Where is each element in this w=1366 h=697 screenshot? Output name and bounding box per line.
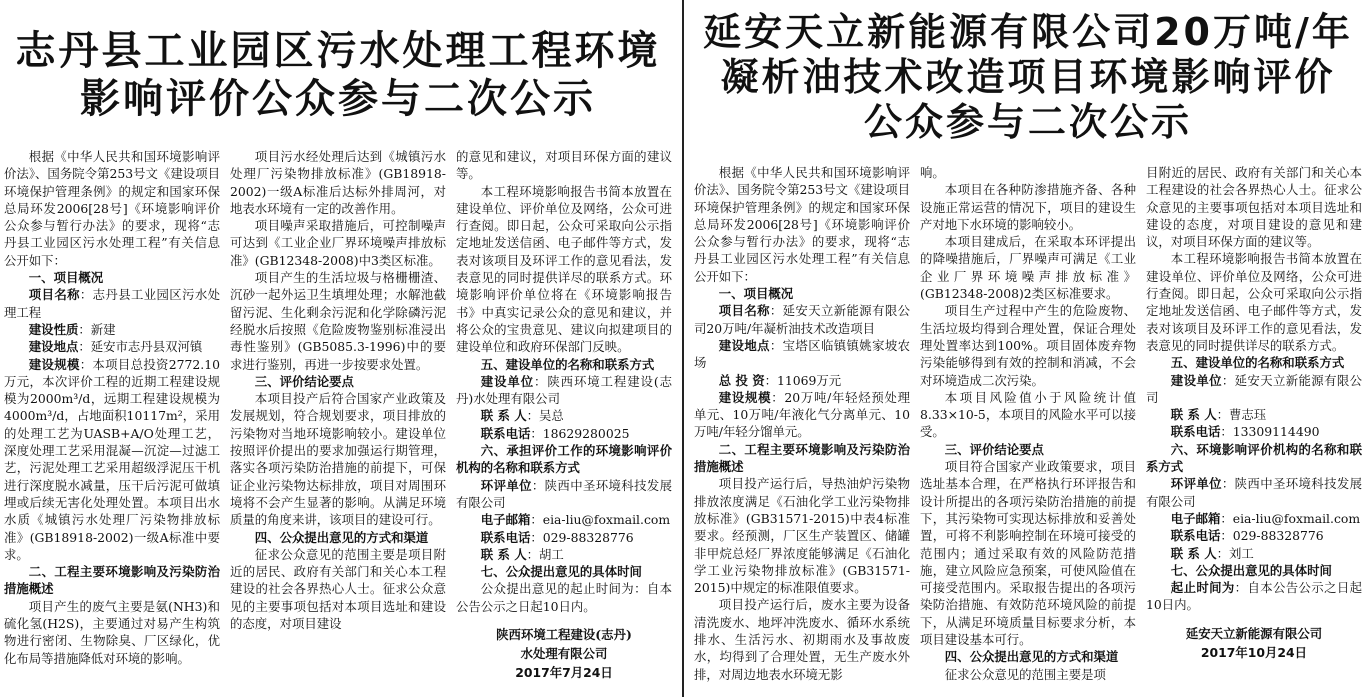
body-paragraph: 本项目在各种防渗措施齐备、各种设施正常运营的情况下，项目的建设生产对地下水环境的影响较小。 [920, 182, 1136, 232]
column-1 [4, 148, 220, 697]
signature-line: 陕西环境工程建设(志丹) [496, 627, 632, 643]
title-line: 延安天立新能源有限公司20万吨/年 [703, 10, 1353, 54]
field-unit: 建设单位：陕西环境工程建设(志丹)水处理有限公司 [456, 373, 672, 407]
field-scale: 建设规模：20万吨/年轻烃预处理单元、10万吨/年液化气分离单元、10万吨/年轻分馏单元。 [694, 389, 910, 440]
body-paragraph: 项目噪声采取措施后，可控制噪声可达到《工业企业厂界环境噪声排放标准》(GB12348-2008)中3类区标准。 [230, 218, 446, 268]
body-paragraph: 的意见和建议，对项目环保方面的建议等。 [456, 149, 672, 182]
body-paragraph: 项目投产运行后，导热油炉污染物排放浓度满足《石油化学工业污染物排放标准》(GB31571-2015)中表4标准要求。经预测，厂区生产装置区、储罐非甲烷总烃厂界浓度能够满足《石油化学工业污染物排放标准》(GB31571-2015)中规定的标准限值要求。 [694, 476, 910, 596]
section-heading: 六、承担评价工作的环境影响评价机构的名称和联系方式 [456, 443, 672, 476]
body-paragraph: 本项目建成后，在采取本环评提出的降噪措施后，厂界噪声可满足《工业企业厂界环境噪声排放标准》(GB12348-2008)2类区标准要求。 [920, 234, 1136, 302]
field-email: 电子邮箱：eia-liu@foxmail.com [1170, 510, 1361, 526]
section-heading: 五、建设单位的名称和联系方式 [480, 356, 655, 372]
column-2 [920, 164, 1136, 697]
field-site: 建设地点：宝塔区临镇镇姚家坡农场 [694, 337, 910, 371]
field-tel: 联系电话：029-88328776 [1170, 528, 1324, 544]
notice-columns [694, 164, 1362, 697]
notice-date: 2017年10月24日 [1200, 644, 1308, 660]
section-heading: 三、评价结论要点 [254, 373, 354, 389]
section-heading: 二、工程主要环境影响及污染防治措施概述 [694, 441, 910, 475]
section-heading: 七、公众提出意见的具体时间 [1170, 562, 1332, 578]
body-paragraph: 项目符合国家产业政策要求，项目选址基本合理，在严格执行环评报告和设计所提出的各项污染防治措施的前提下，其污染物可实现达标排放和妥善处置，可将不利影响控制在环境可接受的范围内；通过采取有效的风险防范措施，建立风险应急预案，可使风险值在可接受范围内。采取报告提出的各项污染防治措施、有效防范环境风险的前提下，从满足环境质量目标要求分析，本项目建设基本可行。 [920, 459, 1136, 648]
field-site: 建设地点：延安市志丹县双河镇 [28, 339, 203, 355]
column-1 [694, 164, 910, 697]
body-paragraph: 本项目风险值小于风险统计值8.33×10-5，本项目的风险水平可以接受。 [920, 389, 1136, 440]
field-email: 电子邮箱：eia-liu@foxmail.com [480, 512, 671, 528]
field-tel: 联系电话：029-88328776 [480, 529, 634, 545]
body-paragraph: 项目投产运行后，废水主要为设备清洗废水、地坪冲洗废水、循环水系统排水、生活污水、初期雨水及事故废水，均得到了合理处置，无生产废水外排，对周边地表水环境无影 [694, 597, 910, 682]
title-line: 影响评价公众参与二次公示 [80, 76, 596, 122]
field-contact: 联 系 人：曹志珏 [1170, 407, 1267, 423]
body-paragraph: 公众提出意见的起止时间为：自本公告公示之日起10日内。 [456, 581, 672, 614]
section-heading: 七、公众提出意见的具体时间 [480, 564, 642, 580]
column-3 [456, 148, 672, 697]
section-heading: 一、项目概况 [28, 270, 104, 286]
notice-title [0, 0, 676, 143]
section-heading: 二、工程主要环境影响及污染防治措施概述 [4, 564, 220, 597]
section-heading: 四、公众提出意见的方式和渠道 [944, 649, 1119, 665]
page-divider [676, 0, 690, 697]
column-2 [230, 148, 446, 697]
field-phone: 联系电话：18629280025 [480, 425, 630, 441]
field-contact-2: 联 系 人：刘工 [1170, 545, 1254, 561]
field-unit: 建设单位：延安天立新能源有限公司 [1146, 372, 1362, 405]
field-eval-unit: 环评单位：陕西中圣环境科技发展有限公司 [456, 477, 672, 510]
section-heading: 一、项目概况 [718, 286, 794, 302]
section-heading: 三、评价结论要点 [944, 441, 1044, 457]
signature-block [1146, 624, 1362, 662]
field-nature: 建设性质：新建 [28, 321, 116, 337]
field-investment: 总 投 资：11069万元 [718, 372, 842, 388]
section-heading: 五、建设单位的名称和联系方式 [1170, 355, 1345, 371]
field-project-name: 项目名称：志丹县工业园区污水处理工程 [4, 287, 220, 320]
body-paragraph: 项目生产过程中产生的危险废物、生活垃圾均得到合理处置，保证合理处理处置率达到100%。项目固体废弃物污染能够得到有效的控制和消减，不会对环境造成二次污染。 [920, 303, 1136, 388]
notice-date: 2017年7月24日 [515, 665, 613, 681]
signature-line: 延安天立新能源有限公司 [1185, 625, 1323, 641]
column-3 [1146, 164, 1362, 697]
body-paragraph: 项目污水经处理后达到《城镇污水处理厂污染物排放标准》(GB18918-2002)一级A标准后达标外排周河，对地表水环境有一定的改善作用。 [230, 149, 446, 216]
divider-rule [682, 0, 684, 697]
notice-right [690, 0, 1366, 697]
body-paragraph: 本工程环境影响报告书简本放置在建设单位、评价单位及网络，公众可进行查阅。即日起，公众可采取向公示指定地址发送信函、电子邮件等方式，发表对该项目及环评工作的意见看法，发表意见的同时提供详尽的联系方式。 [1146, 251, 1362, 353]
field-time: 起止时间为：自本公告公示之日起10日内。 [1146, 580, 1362, 613]
body-paragraph: 本项目投产后符合国家产业政策及发展规划，符合规划要求，项目排放的污染物对当地环境影响较小。建设单位按照评价提出的要求加强运行期管理，落实各项污染防治措施的前提下，可保证企业污染物达标排放，项目对周围环境将不会产生显著的影响。从满足环境质量的角度来讲，该项目的建设可行。 [230, 391, 446, 528]
body-paragraph: 响。 [920, 165, 945, 180]
intro-paragraph: 根据《中华人民共和国环境影响评价法》、国务院令第253号文《建设项目环境保护管理条例》的规定和国家环保总局环发2006[28号]《环境影响评价公众参与暂行办法》的要求，现将“志丹县工业园区污水处理工程”有关信息公开如下： [694, 165, 910, 284]
body-paragraph: 目附近的居民、政府有关部门和关心本工程建设的社会各界热心人士。征求公众意见的主要事项包括对本项目选址和建设的态度，对项目建设的意见和建议，对项目环保方面的建议等。 [1146, 165, 1362, 250]
body-paragraph: 征求公众意见的范围主要是项目附近的居民、政府有关部门和关心本工程建设的社会各界热心人士。征求公众意见的主要事项包括对本项目选址和建设的态度，对项目建设 [230, 546, 446, 632]
body-paragraph: 项目产生的生活垃圾与格栅栅渣、沉砂一起外运卫生填埋处理；水解池截留污泥、生化剩余污泥和化学除磷污泥经脱水后按照《危险废物鉴别标准浸出毒性鉴别》(GB5085.3-1996)中的要求进行鉴别，再进一步按要求处置。 [230, 270, 446, 372]
signature-line: 水处理有限公司 [520, 646, 608, 662]
notice-title [690, 0, 1366, 160]
field-contact-2: 联 系 人：胡工 [480, 546, 564, 562]
notice-left [0, 0, 676, 697]
signature-block [456, 625, 672, 682]
intro-paragraph: 根据《中华人民共和国环境影响评价法》、国务院令第253号文《建设项目环境保护管理条例》的规定和国家环保总局环发2006[28号]《环境影响评价公众参与暂行办法》的要求，现将“志丹县工业园区污水处理工程”有关信息公开如下： [4, 149, 220, 268]
section-heading: 六、环境影响评价机构的名称和联系方式 [1146, 441, 1362, 475]
field-project-name: 项目名称：延安天立新能源有限公司20万吨/年凝析油技术改造项目 [694, 303, 910, 336]
title-line: 凝析油技术改造项目环境影响评价 [720, 55, 1336, 99]
section-heading: 四、公众提出意见的方式和渠道 [254, 529, 429, 545]
title-line: 公众参与二次公示 [863, 100, 1192, 144]
body-paragraph: 项目产生的废气主要是氨(NH3)和硫化氢(H2S)，主要通过对易产生构筑物进行密闭、生物除臭、厂区绿化，优化布局等措施降低对环境的影响。 [4, 598, 220, 666]
field-eval-unit: 环评单位：陕西中圣环境科技发展有限公司 [1146, 476, 1362, 509]
title-line: 志丹县工业园区污水处理工程环境 [15, 28, 661, 74]
body-paragraph: 征求公众意见的范围主要是项 [944, 666, 1106, 682]
field-scale: 建设规模：本项目总投资2772.10万元，本次评价工程的近期工程建设规模为2000m³/d，远期工程建设规模为4000m³/d，占地面积10117m²，采用的处理工艺为UASB+A/O处理工艺，深度处理工艺采用混凝—沉淀—过滤工艺，污泥处理工艺采用超级浮泥压干机进行深度脱水减量，压干后污泥可做填埋或后续无害化处理处置。本项目出水水质《城镇污水处理厂污染物排放标准》(GB18918-2002)一级A标准中要求。 [4, 356, 220, 562]
notice-columns [4, 148, 672, 697]
field-phone: 联系电话：13309114490 [1170, 424, 1320, 440]
body-paragraph: 本工程环境影响报告书简本放置在建设单位、评价单位及网络，公众可进行查阅。即日起，公众可采取向公示指定地址发送信函、电子邮件等方式，发表对该项目及环评工作的意见看法，发表意见的同时提供详尽的联系方式。环境影响评价单位将在《环境影响报告书》中真实记录公众的意见和建议，并将公众的宝贵意见、建议向拟建项目的建设单位和政府环保部门反映。 [456, 183, 672, 355]
field-contact: 联 系 人：吴总 [480, 408, 564, 424]
